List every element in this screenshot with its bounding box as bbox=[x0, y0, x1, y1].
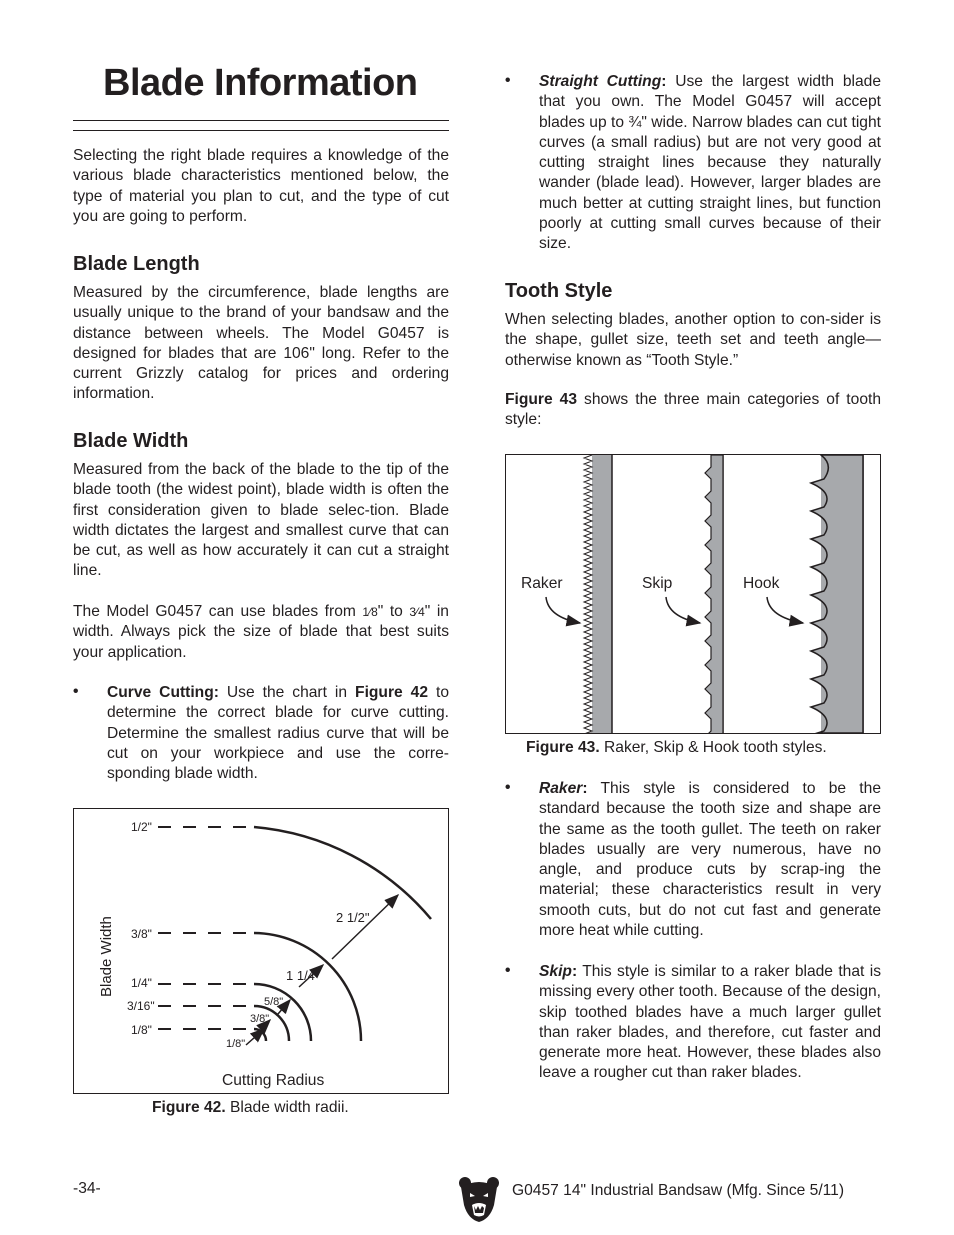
blade-length-heading: Blade Length bbox=[73, 253, 200, 275]
figure42-caption-text: Blade width radii. bbox=[225, 1099, 349, 1116]
grizzly-bear-logo-icon bbox=[458, 1175, 500, 1223]
radius-label-one-quarter: 1 1/4" bbox=[286, 968, 320, 983]
x-axis-label: Cutting Radius bbox=[222, 1072, 325, 1089]
range-fraction-max: 3⁄4 bbox=[409, 605, 425, 619]
tooth-arrows bbox=[546, 597, 803, 623]
width-label-three-eighths: 3/8" bbox=[131, 927, 152, 941]
figure42-box bbox=[73, 808, 449, 1094]
radius-label-eighth: 1/8" bbox=[226, 1038, 246, 1050]
figure42-diagram bbox=[74, 809, 448, 1093]
figure43-diagram bbox=[506, 455, 880, 733]
curve-cutting-paragraph bbox=[107, 683, 449, 784]
blade-width-paragraph: Measured from the back of the blade to the tip of the blade tooth (the widest point), blade width is often the first consideration given to blade selec-tion. Blade width dictates the largest and smallest curve that can be cut, as well as how accurately it can cut a straight line. bbox=[73, 461, 449, 580]
skip-text: This style is similar to a raker blade that is missing every other tooth. Because of the design, skip toothed blades have a much larger gullet than raker blades, and therefore, cut faster and generate more heat. However, these blades also leave a rougher cut than raker blades. bbox=[539, 963, 881, 1082]
skip-label: Skip bbox=[642, 575, 673, 592]
straight-cutting-text: Use the largest width blade that you own. The Model G0457 will accept blades up to ¾" wide. Narrow blades can cut tight curves (a small radius) but are not very good at cutting straight lines because they naturally wander (blade lead). However, larger blades are much better at cutting straight lines, but function poorly at cutting small curves because of their size. bbox=[539, 73, 881, 253]
footer-model-text: G0457 14" Industrial Bandsaw (Mfg. Since 5/11) bbox=[512, 1182, 845, 1199]
figure43-caption-text: Raker, Skip & Hook tooth styles. bbox=[599, 739, 827, 756]
range-text-a: The Model G0457 can use blades from bbox=[73, 603, 363, 620]
figure43-box bbox=[505, 454, 881, 734]
curve-cutting-text-a: Use the chart in bbox=[218, 684, 356, 701]
figure43-reference: Figure 43 bbox=[505, 391, 578, 408]
skip-term: Skip bbox=[539, 963, 572, 980]
raker-term: Raker bbox=[539, 780, 583, 797]
figure42-caption-label: Figure 42. bbox=[152, 1099, 226, 1116]
range-text-b: " to bbox=[377, 603, 410, 620]
curve-cutting-text-b: to determine the correct blade for curve cutting. Determine the smallest radius curve that will be cut on your workpiece and use the corre-sponding blade width. bbox=[107, 684, 450, 783]
raker-colon: : bbox=[582, 780, 588, 797]
range-text-c: " in width. Always pick the size of blade that best suits your application. bbox=[73, 603, 449, 661]
radius-label-three-eighths: 3/8" bbox=[250, 1013, 270, 1025]
figure43-intro-text: shows the three main categories of tooth style: bbox=[505, 391, 881, 429]
figure42-reference: Figure 42 bbox=[355, 684, 429, 701]
intro-paragraph: Selecting the right blade requires a knowledge of the various blade characteristics mentioned below, the type of material you plan to cut, and the type of cut you are going to perform. bbox=[73, 147, 449, 225]
range-fraction-min: 1⁄8 bbox=[362, 605, 378, 619]
blade-width-range-paragraph bbox=[73, 602, 449, 663]
skip-paragraph bbox=[539, 962, 881, 1084]
blade-length-paragraph: Measured by the circumference, blade lengths are usually unique to the brand of your bandsaw and the distance between wheels. The Model G0457 is designed for blades that are 106" long. Refer to the current Grizzly catalog for prices and ordering information. bbox=[73, 284, 449, 403]
title-rule-top bbox=[73, 120, 449, 121]
width-label-quarter: 1/4" bbox=[131, 976, 152, 990]
straight-cutting-label: Straight Cutting bbox=[539, 73, 662, 90]
curve-cutting-label: Curve Cutting: bbox=[107, 684, 219, 701]
radius-label-five-eighths: 5/8" bbox=[264, 996, 284, 1008]
figure43-caption-label: Figure 43. bbox=[526, 739, 600, 756]
figure43-intro-paragraph bbox=[505, 390, 881, 431]
page-title: Blade Information bbox=[103, 62, 418, 104]
width-dashed-lines bbox=[158, 827, 246, 1029]
raker-paragraph bbox=[539, 779, 881, 941]
bullet-raker: • bbox=[505, 779, 511, 796]
radius-arcs bbox=[254, 827, 431, 1041]
width-label-half: 1/2" bbox=[131, 820, 152, 834]
raker-label: Raker bbox=[521, 575, 563, 592]
radius-label-two-half: 2 1/2" bbox=[336, 910, 370, 925]
raker-blade-body bbox=[592, 455, 612, 733]
bullet-straight-cutting: • bbox=[505, 72, 511, 89]
straight-cutting-colon: : bbox=[661, 73, 667, 90]
tooth-style-heading: Tooth Style bbox=[505, 280, 613, 302]
bullet-curve-cutting: • bbox=[73, 683, 79, 700]
bullet-skip: • bbox=[505, 962, 511, 979]
straight-cutting-paragraph bbox=[539, 72, 881, 255]
page-number: -34- bbox=[73, 1180, 101, 1197]
raker-teeth bbox=[584, 455, 592, 733]
skip-teeth bbox=[705, 455, 723, 733]
width-label-three-sixteenths: 3/16" bbox=[127, 999, 155, 1013]
width-label-eighth: 1/8" bbox=[131, 1023, 152, 1037]
skip-colon: : bbox=[571, 963, 578, 980]
tooth-style-paragraph: When selecting blades, another option to con-sider is the shape, gullet size, teeth set and teeth angle—otherwise known as “Tooth Style.” bbox=[505, 311, 881, 369]
title-rule-bottom bbox=[73, 130, 449, 131]
blade-width-heading: Blade Width bbox=[73, 430, 189, 452]
raker-text: This style is considered to be the standard because the tooth size and shape are the same as the tooth gullet. The teeth on raker blades usually are very numerous, have no angle, and produce cuts by scrap-ing the material; these characteristics result in very smooth cuts, but do not cut fast and generate more heat while cutting. bbox=[539, 780, 881, 940]
hook-label: Hook bbox=[743, 575, 780, 592]
y-axis-label: Blade Width bbox=[98, 916, 115, 997]
figure42-caption bbox=[152, 1099, 349, 1117]
figure43-caption bbox=[526, 739, 827, 757]
hook-teeth bbox=[811, 455, 863, 733]
